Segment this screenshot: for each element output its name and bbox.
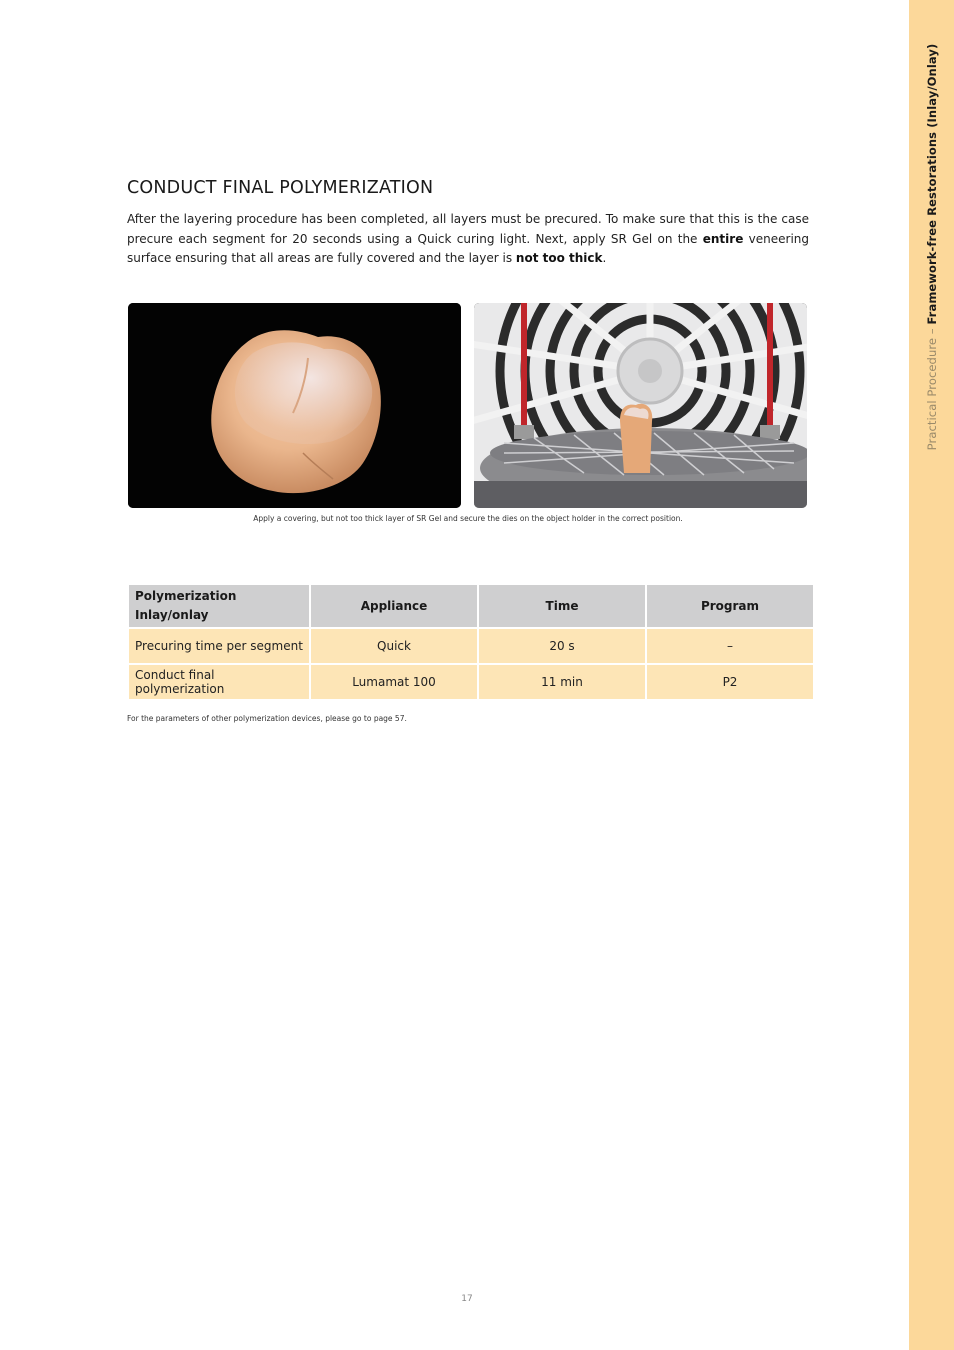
intro-text-2: veneering surface ensuring that all areas are fully covered and the layer is — [127, 231, 809, 265]
table-cell: Lumamat 100 — [311, 665, 477, 699]
table-row — [129, 665, 813, 699]
polymerization-table — [127, 583, 815, 701]
photo-tooth-with-gel — [128, 303, 461, 508]
table-cell: P2 — [647, 665, 813, 699]
section-label — [909, 43, 954, 451]
table-cell: Quick — [311, 629, 477, 663]
section-topic: Framework-free Restorations (Inlay/Onlay) — [924, 43, 939, 325]
intro-bold-2: not too thick — [515, 251, 603, 265]
header-program: Program — [647, 585, 813, 627]
photo-object-holder — [474, 303, 807, 508]
table-cell: – — [647, 629, 813, 663]
footnote: For the parameters of other polymerization devices, please go to page 57. — [127, 714, 407, 723]
header-text: Polymerization Inlay/onlay — [135, 589, 237, 622]
figure-caption: Apply a covering, but not too thick layer of SR Gel and secure the dies on the object holder in the correct position. — [253, 514, 683, 523]
header-appliance: Appliance — [311, 585, 477, 627]
table-cell: 20 s — [479, 629, 645, 663]
intro-text-3: . — [602, 251, 607, 265]
table-cell: 11 min — [479, 665, 645, 699]
header-polymerization — [129, 585, 309, 627]
intro-paragraph — [127, 210, 809, 269]
table-row — [129, 629, 813, 663]
section-name: Practical Procedure – — [924, 324, 939, 451]
page-title: CONDUCT FINAL POLYMERIZATION — [127, 178, 434, 198]
header-time: Time — [479, 585, 645, 627]
table-cell: Conduct final polymerization — [129, 665, 309, 699]
page-number: 17 — [461, 1294, 473, 1304]
table-header-row — [129, 585, 813, 627]
intro-text-1: After the layering procedure has been completed, all layers must be precured. To make sure that this is the case precure each segment for 20 seconds using a Quick curing light. Next, apply SR Gel on the — [127, 212, 809, 246]
intro-bold-1: entire — [702, 231, 744, 246]
table-cell: Precuring time per segment — [129, 629, 309, 663]
